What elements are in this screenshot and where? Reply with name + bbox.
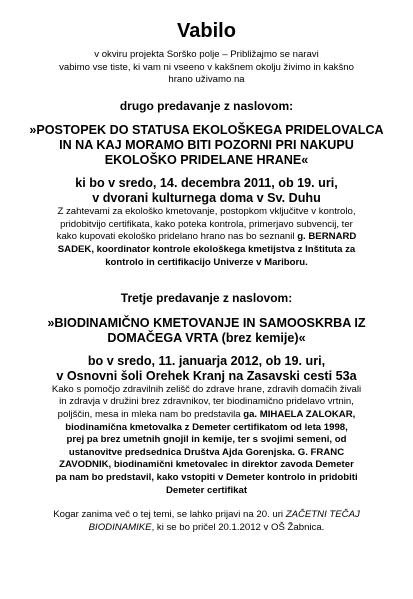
lecture-1-date: ki bo v sredo, 14. decembra 2011, ob 19. uri,: [75, 176, 338, 191]
lecture-1-venue: v dvorani kulturnega doma v Sv. Duhu: [92, 191, 321, 206]
lecture-2-desc-line: biodinamična kmetovalka z Demeter certifikatom od leta 1998,: [65, 421, 348, 433]
lecture-1-heading: drugo predavanje z naslovom:: [119, 98, 294, 113]
footer-line: [6, 522, 407, 535]
lecture-1-title-line: »POSTOPEK DO STATUSA EKOLOŠKEGA PRIDELOVALCA: [29, 123, 384, 138]
footer-text: Kogar zanima več o tej temi, se lahko prijavi na 20. uri: [53, 509, 286, 521]
lecture-2-title-line: DOMAČEGA VRTA (brez kemije)«: [107, 330, 306, 345]
lecture-2: [6, 291, 407, 497]
lecture-2-desc-line: [6, 409, 407, 422]
intro-line: vabimo vse tiste, ki vam ni vseeno v kakšnem okolju živimo in kakšno: [59, 61, 354, 73]
desc-text: kako kupovati ekološko pridelano hrano nas bo seznanil: [56, 231, 298, 243]
desc-text: poljščin, mesa in mleka nam bo predstavila: [57, 408, 244, 420]
lecture-1: [6, 99, 407, 269]
lecture-2-venue: v Osnovni šoli Orehek Kranj na Zasavski cesti 53a: [56, 368, 357, 383]
lecture-2-desc-line: Demeter certifikat: [165, 484, 248, 496]
page-title: Vabilo: [177, 20, 236, 42]
speaker-name: ga. MIHAELA ZALOKAR,: [243, 408, 356, 420]
footer-text: , ki se bo pričel 20.1.2012 v OŠ Žabnica.: [151, 521, 325, 533]
lecture-2-desc-line: in zdravja v družini brez zdravnikov, ter biodinamično pridelavo vrtnin,: [59, 396, 354, 408]
course-name: BIODINAMIKE: [88, 521, 152, 533]
lecture-1-desc-line: kontrolo in certifikacijo Univerze v Mariboru.: [105, 256, 308, 268]
lecture-1-desc-line: SADEK, koordinator kontrole ekološkega kmetijstva z Inštituta za: [57, 244, 356, 256]
lecture-2-desc-line: ZAVODNIK, biodinamični kmetovalec in direktor zavoda Demeter: [59, 459, 354, 471]
lecture-2-desc-line: prej pa brez umetnih gnojil in kemije, ter s svojimi semeni, od: [66, 434, 347, 446]
speaker-name: g. BERNARD: [297, 231, 357, 243]
lecture-1-desc-line: Z zahtevami za ekološko kmetovanje, postopkom vključitve v kontrolo,: [57, 206, 356, 218]
course-name: ZAČETNI TEČAJ: [285, 509, 360, 521]
lecture-2-desc-line: Kako s pomočjo zdravilnih zelišč do zdrave hrane, zdravih domačih živali: [51, 383, 362, 395]
footer-line: [6, 509, 407, 522]
intro-line: hrano uživamo na: [168, 74, 245, 86]
lecture-1-desc-line: [6, 231, 407, 244]
lecture-1-title-line: IN NA KAJ MORAMO BITI POZORNI PRI NAKUPU: [59, 138, 354, 153]
intro-line: v okviru projekta Sorško polje – Približajmo se naravi: [94, 49, 319, 60]
intro-block: [6, 49, 407, 87]
footer-note: [6, 509, 407, 534]
lecture-2-title-line: »BIODINAMIČNO KMETOVANJE IN SAMOOSKRBA IZ: [47, 315, 366, 330]
lecture-2-heading: Tretje predavanje z naslovom:: [120, 291, 293, 306]
lecture-2-desc-line: ustanovitve predsednica Društva Ajda Gorenjska. G. FRANC: [68, 446, 345, 458]
lecture-2-date: bo v sredo, 11. januarja 2012, ob 19. uri,: [87, 353, 326, 368]
lecture-1-title-line: EKOLOŠKO PRIDELANE HRANE«: [104, 153, 309, 168]
lecture-1-desc-line: pridobitvijo certifikata, kako poteka kontrola, primerjavo subvencij, ter: [60, 218, 353, 230]
lecture-2-desc-line: pa nam bo predstavil, kako vstopiti v Demeter kontrolo in pridobiti: [55, 471, 358, 483]
